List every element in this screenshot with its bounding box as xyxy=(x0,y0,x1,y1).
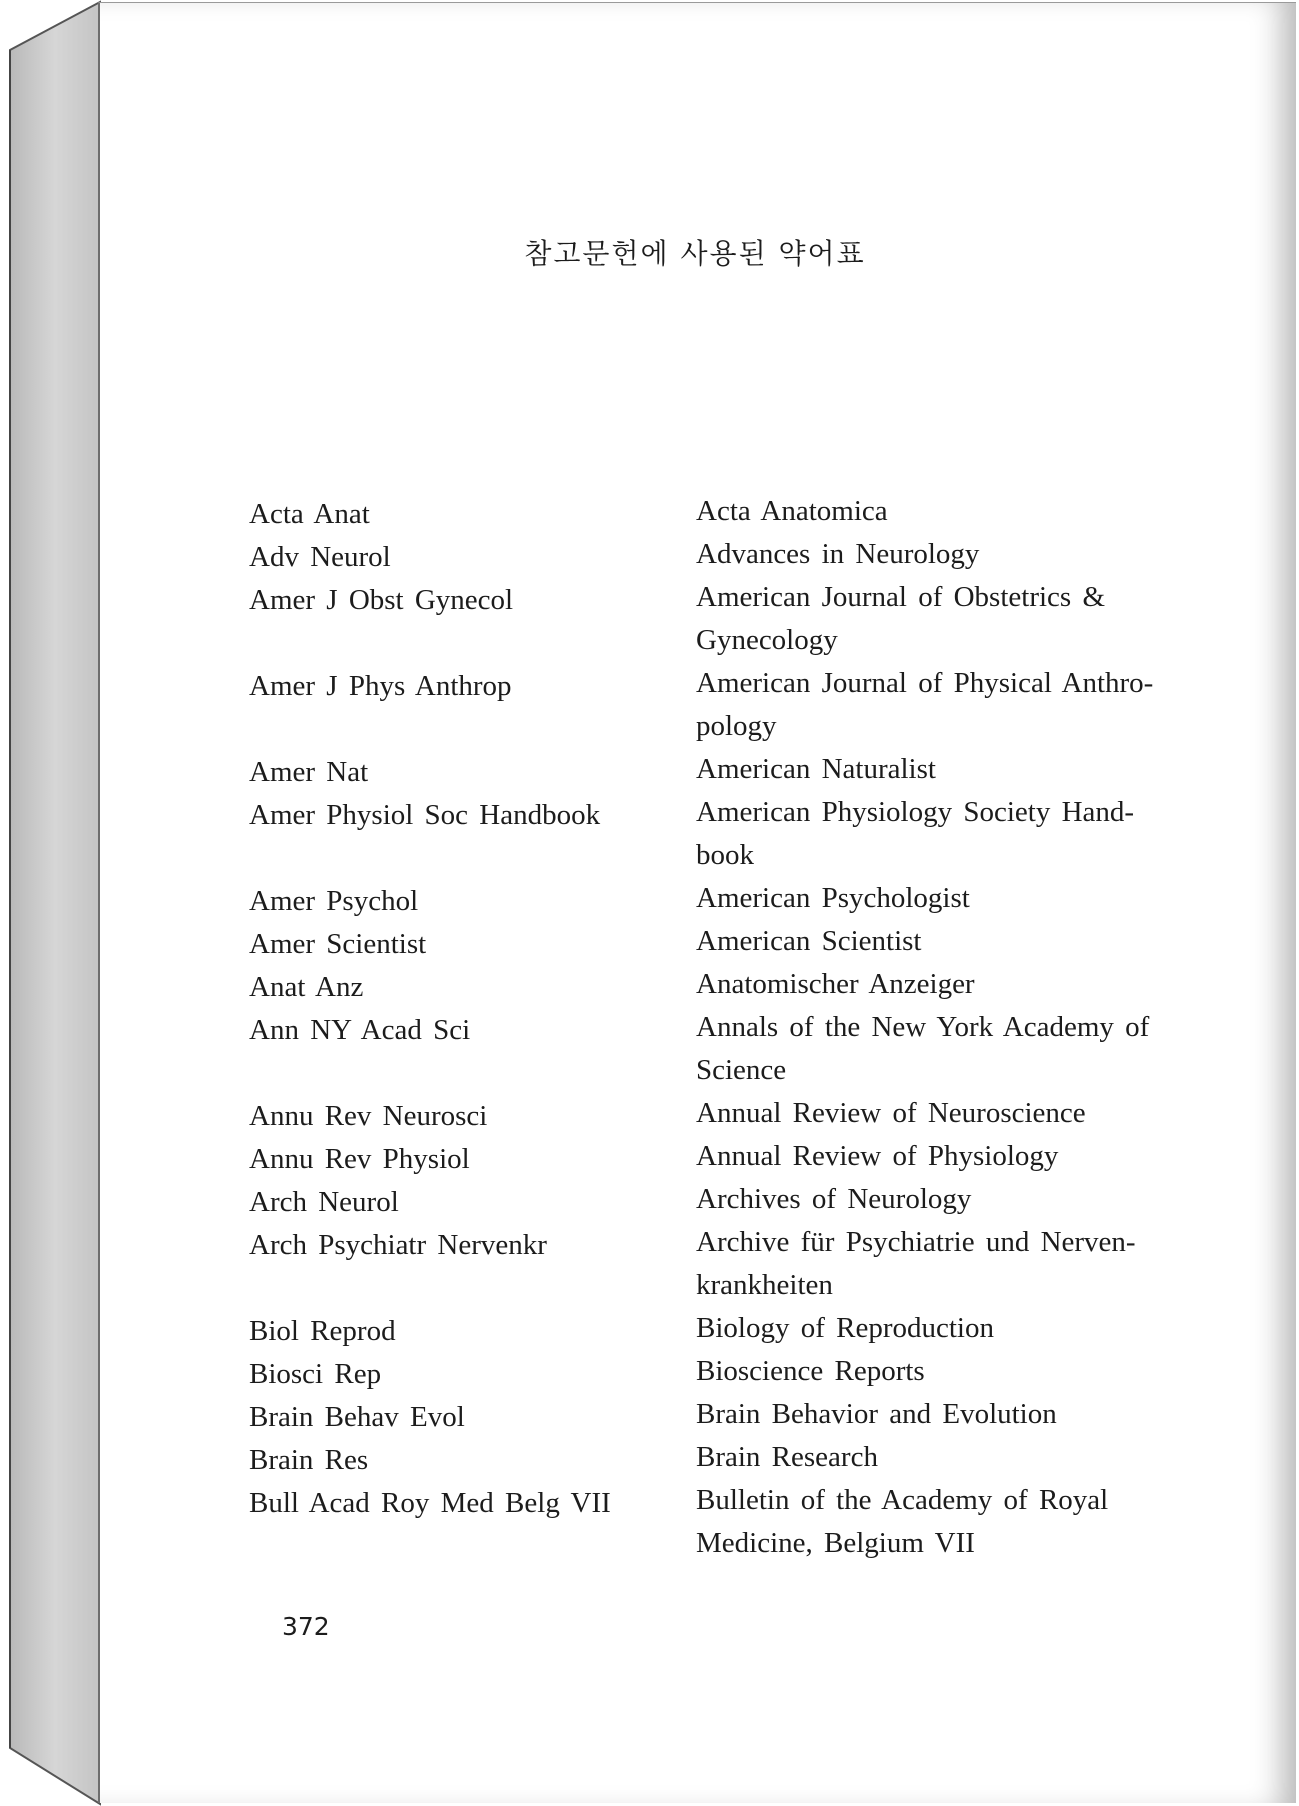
abbreviation: Amer Nat xyxy=(249,756,369,788)
abbreviation: Amer J Obst Gynecol xyxy=(249,584,514,616)
full-title-line: krankheiten xyxy=(696,1269,833,1301)
abbreviation: Brain Behav Evol xyxy=(249,1401,465,1433)
full-title-line: American Physiology Society Hand- xyxy=(696,796,1135,828)
abbreviation: Arch Neurol xyxy=(249,1186,399,1218)
abbreviation: Anat Anz xyxy=(249,971,364,1003)
full-title-line: American Journal of Physical Anthro- xyxy=(696,667,1154,699)
full-journal-title xyxy=(696,662,1156,748)
full-journal-title xyxy=(696,1307,1156,1350)
full-title-line: Biology of Reproduction xyxy=(696,1312,994,1344)
full-journal-title xyxy=(696,1178,1156,1221)
full-title-line: American Journal of Obstetrics & xyxy=(696,581,1106,613)
full-title-line: Science xyxy=(696,1054,787,1086)
abbreviation: Annu Rev Neurosci xyxy=(249,1100,488,1132)
abbreviation: Biol Reprod xyxy=(249,1315,396,1347)
abbreviation: Biosci Rep xyxy=(249,1358,382,1390)
full-title-line: Medicine, Belgium VII xyxy=(696,1527,975,1559)
full-journal-title xyxy=(696,1479,1156,1565)
full-journal-title xyxy=(696,791,1156,877)
full-journal-title xyxy=(696,1092,1156,1135)
full-title-line: Brain Research xyxy=(696,1441,878,1473)
full-journal-title xyxy=(696,533,1156,576)
full-journal-title xyxy=(696,877,1156,920)
full-journal-title xyxy=(696,748,1156,791)
full-journal-title xyxy=(696,490,1156,533)
full-journal-title xyxy=(696,1436,1156,1479)
full-journal-title xyxy=(696,1350,1156,1393)
abbreviation: Arch Psychiatr Nervenkr xyxy=(249,1229,547,1261)
full-journal-title xyxy=(696,1006,1156,1092)
abbreviation: Acta Anat xyxy=(249,498,370,530)
full-title-line: Gynecology xyxy=(696,624,838,656)
full-journal-title xyxy=(696,1393,1156,1436)
full-journal-title xyxy=(696,920,1156,963)
page-number: 372 xyxy=(282,1612,330,1641)
abbreviation: Adv Neurol xyxy=(249,541,391,573)
full-title-line: Acta Anatomica xyxy=(696,495,888,527)
full-title-line: Advances in Neurology xyxy=(696,538,980,570)
full-title-line: Annual Review of Neuroscience xyxy=(696,1097,1086,1129)
full-title-line: American Psychologist xyxy=(696,882,970,914)
full-title-line: American Scientist xyxy=(696,925,922,957)
full-title-line: pology xyxy=(696,710,777,742)
full-title-line: Bulletin of the Academy of Royal xyxy=(696,1484,1109,1516)
full-journal-title xyxy=(696,576,1156,662)
abbreviation: Brain Res xyxy=(249,1444,369,1476)
page-title: 참고문헌에 사용된 약어표 xyxy=(524,237,866,270)
abbreviation: Bull Acad Roy Med Belg VII xyxy=(249,1487,611,1519)
full-journal-title xyxy=(696,1221,1156,1307)
abbreviation: Ann NY Acad Sci xyxy=(249,1014,471,1046)
full-title-line: Anatomischer Anzeiger xyxy=(696,968,975,1000)
full-title-line: Annals of the New York Academy of xyxy=(696,1011,1150,1043)
full-title-line: Archives of Neurology xyxy=(696,1183,972,1215)
abbreviation: Amer Scientist xyxy=(249,928,427,960)
full-title-line: Archive für Psychiatrie und Nerven- xyxy=(696,1226,1136,1258)
full-title-line: American Naturalist xyxy=(696,753,936,785)
full-journal-title xyxy=(696,1135,1156,1178)
full-title-line: Brain Behavior and Evolution xyxy=(696,1398,1057,1430)
full-title-line: Bioscience Reports xyxy=(696,1355,925,1387)
full-title-line: book xyxy=(696,839,754,871)
abbreviation: Annu Rev Physiol xyxy=(249,1143,470,1175)
abbreviation: Amer Psychol xyxy=(249,885,419,917)
abbreviation: Amer Physiol Soc Handbook xyxy=(249,799,601,831)
abbreviation: Amer J Phys Anthrop xyxy=(249,670,512,702)
full-title-line: Annual Review of Physiology xyxy=(696,1140,1059,1172)
full-journal-title xyxy=(696,963,1156,1006)
